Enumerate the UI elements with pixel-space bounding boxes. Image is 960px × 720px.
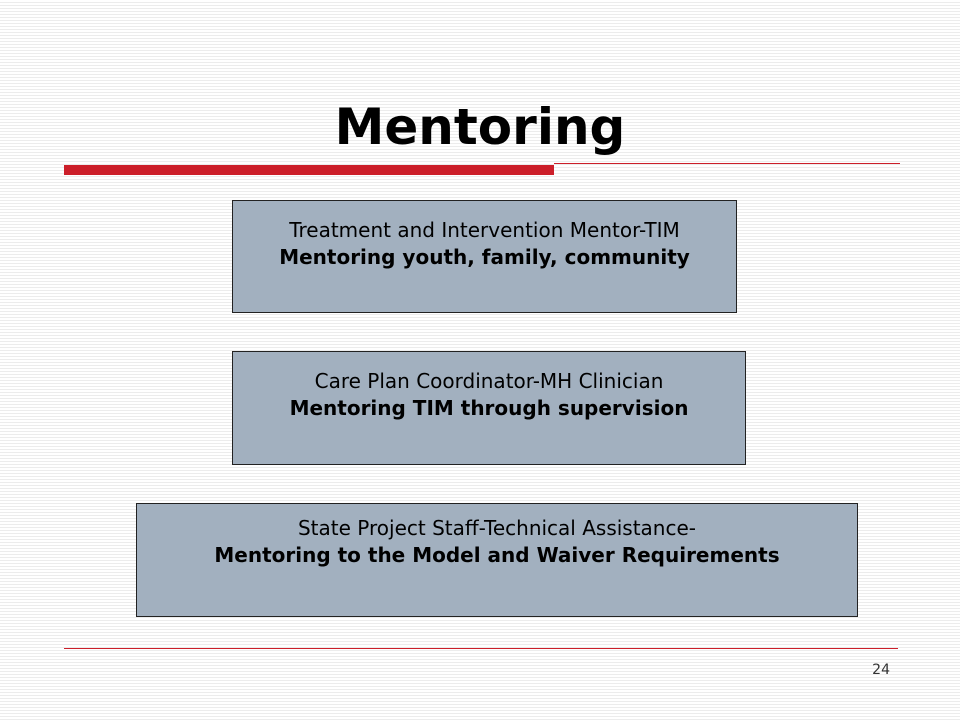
role-box-care-plan-coordinator	[232, 351, 746, 465]
role-box-tim	[232, 200, 737, 313]
title-accent-bar	[64, 165, 554, 175]
footer-rule	[64, 648, 898, 649]
role-box-heading: Treatment and Intervention Mentor-TIM	[289, 218, 680, 242]
role-box-subheading: Mentoring TIM through supervision	[289, 396, 689, 420]
role-box-heading: State Project Staff-Technical Assistance-	[297, 516, 697, 540]
role-box-state-project-staff	[136, 503, 858, 617]
role-box-subheading: Mentoring youth, family, community	[279, 245, 690, 269]
title-rule	[554, 163, 900, 164]
role-box-heading: Care Plan Coordinator-MH Clinician	[314, 369, 664, 393]
role-box-subheading: Mentoring to the Model and Waiver Requirements	[214, 543, 780, 567]
slide-title: Mentoring	[334, 98, 626, 156]
page-number: 24	[872, 662, 890, 678]
